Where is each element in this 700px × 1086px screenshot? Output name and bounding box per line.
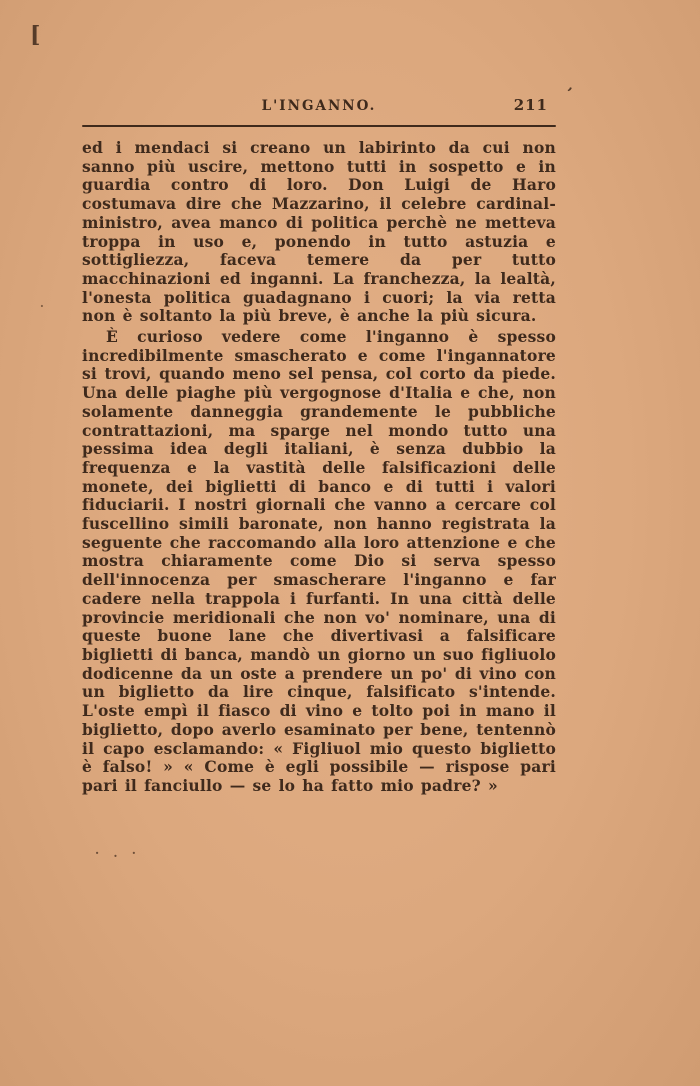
scan-artifact-tick: ’ [563, 83, 574, 103]
paragraph-2: È curioso vedere come l'inganno è spesso incredibilmente smascherato e come l'ingannatore si trovi, quando meno sel pensa, col corto da piede. Una delle piaghe più vergognose d'Italia e che, non solamente danneggia grandemente le pubbliche contrattazioni, ma sparge nel mondo tutto una pessima idea degli italiani, è senza dubbio la frequenza e la vastità delle falsificazioni delle monete, dei biglietti di banco e di tutti i valori fiduciarii. I nostri giornali che vanno a cercare col fuscellino simili baronate, non hanno registrata la seguente che raccomando alla loro attenzione e che mostra chiaramente come Dio si serva spesso dell'innocenza per smascherare l'inganno e far cadere nella trappola i furfanti. In una città delle provincie meridionali che non vo' nominare, una di queste buone lane che divertivasi a falsificare biglietti di banca, mandò un giorno un suo figliuolo dodicenne da un oste a prendere un po' di vino con un biglietto da lire cinque, falsificato s'intende. L'oste empì il fiasco di vino e tolto poi in mano il biglietto, dopo averlo esaminato per bene, tentennò il capo esclamando: « Figliuol mio questo biglietto è falso! » « Come è egli possibile — rispose pari pari il fanciullo — se lo ha fatto mio padre? » [82, 327, 556, 795]
scan-artifact-bracket: [ [30, 22, 41, 48]
running-head [82, 96, 556, 118]
paragraph-1: ed i mendaci si creano un labirinto da cui non sanno più uscire, mettono tutti in sospetto e in guardia contro di loro. Don Luigi de Haro costumava dire che Mazzarino, il celebre cardinal-ministro, avea manco di politica perchè ne metteva troppa in uso e, ponendo in tutto astuzia e sottigliezza, faceva temere da per tutto macchinazioni ed inganni. La franchezza, la lealtà, l'onesta politica guadagnano i cuori; la via retta non è soltanto la più breve, è anche la più sicura. [82, 138, 556, 326]
scan-artifact-dot: · [40, 300, 44, 313]
header-rule [82, 125, 556, 127]
text-block [82, 96, 556, 796]
page-number: 211 [513, 96, 548, 114]
chapter-title: L'INGANNO. [261, 98, 377, 114]
scan-artifact-dots: · . · [95, 846, 141, 860]
